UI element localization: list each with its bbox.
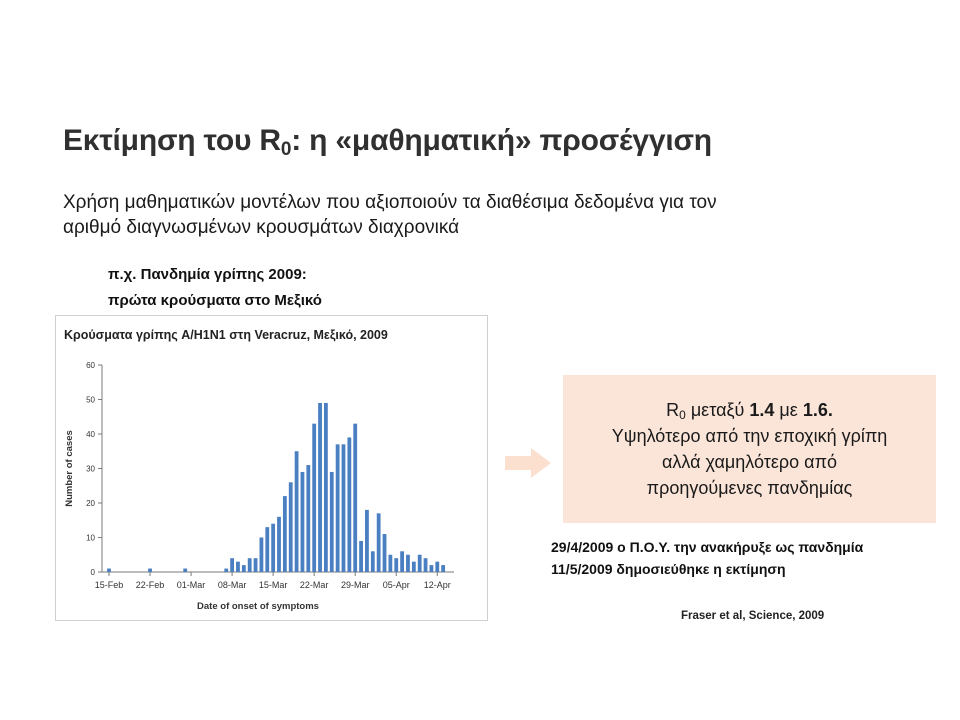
chart-bars [107,403,445,572]
bar [388,555,392,572]
example-line-1: π.χ. Πανδημία γρίπης 2009: [108,266,307,283]
y-tick-label: 40 [86,430,95,439]
r-symbol: R [666,400,680,420]
y-tick-label: 30 [86,464,95,474]
y-tick-label: 50 [86,395,95,405]
y-tick-label: 0 [90,568,95,577]
y-axis-label: Number of cases [64,430,75,507]
bar [236,562,240,572]
bar [371,551,375,572]
x-tick-label: 08-Mar [217,580,247,590]
bar [424,558,428,572]
x-tick-label: 29-Mar [340,580,370,590]
intro-line-1: Χρήση μαθηματικών μοντέλων που αξιοποιούν τα διαθέσιμα δεδομένα για τον [63,192,717,213]
right-arrow-icon [505,448,551,478]
bar [260,538,264,573]
bar [418,555,422,572]
title-main: Εκτίμηση του R [63,124,281,157]
and-text: με [774,400,803,420]
bar [400,551,404,572]
intro-line-2: αριθμό διαγνωσμένων κρουσμάτων διαχρονικά [63,217,460,238]
bar [242,565,246,572]
bar [254,558,258,572]
bar [330,472,334,572]
low-value: 1.4 [749,400,775,420]
bar [342,444,346,572]
result-box [563,375,936,523]
bar [336,444,340,572]
between-text: μεταξύ [685,400,750,420]
x-tick-label: 22-Feb [135,580,165,590]
chart-title: Κρούσματα γρίπης A/H1N1 στη Veracruz, Μεξικό, 2009 [64,328,388,342]
date-line-1: 29/4/2009 ο Π.Ο.Υ. την ανακήρυξε ως πανδημία [551,539,864,555]
result-line-1 [666,397,833,423]
bar [224,569,228,572]
x-tick-label: 12-Apr [423,580,451,590]
intro-text [63,190,863,240]
chart-plot-area [56,316,487,620]
high-value: 1.6 [802,400,828,420]
bar [383,534,387,572]
bar [324,403,328,572]
citation: Fraser et al, Science, 2009 [681,610,825,622]
r-subscript: 0 [679,408,686,422]
bar [312,424,316,572]
result-line-3: αλλά χαμηλότερο από [662,452,837,472]
bar [301,472,305,572]
bar [365,510,369,572]
x-axis-label: Date of onset of symptoms [197,601,319,612]
bar [394,558,398,572]
chart-axes [98,365,454,576]
x-tick-label: 05-Apr [382,580,410,590]
bar [183,569,187,572]
bar [271,524,275,572]
example-line-2: πρώτα κρούσματα στο Μεξικό [108,292,322,309]
bar [289,482,293,572]
bar [318,403,322,572]
bar [306,465,310,572]
bar [353,424,357,572]
date-line-2: 11/5/2009 δημοσιεύθηκε η εκτίμηση [551,561,786,577]
result-line-2: Υψηλότερο από την εποχική γρίπη [611,426,888,446]
y-tick-label: 20 [86,499,95,508]
bar [441,565,445,572]
bar [230,558,234,572]
x-tick-label: 22-Mar [299,580,329,590]
bar [107,569,111,572]
x-tick-label: 01-Mar [176,580,206,590]
bar [347,437,351,572]
bar [435,562,439,572]
dates-note [551,536,863,580]
y-tick-label: 60 [86,361,95,370]
y-tick-label: 10 [86,533,95,543]
title-subscript: 0 [280,139,292,160]
bar [148,569,152,572]
period: . [827,400,833,420]
bar [265,527,269,572]
bar [412,562,416,572]
bar [248,558,252,572]
epidemic-curve-chart [55,315,488,621]
result-line-4: προηγούμενες πανδημίας [646,478,853,498]
bar [430,565,434,572]
example-heading [108,262,322,314]
bar [295,451,299,572]
chart-labels [64,361,451,612]
slide-title [63,124,712,158]
title-rest: : η «μαθηματική» προσέγγιση [291,124,712,157]
bar [377,513,381,572]
bar [359,541,363,572]
bar [406,555,410,572]
bar [283,496,287,572]
bar [277,517,281,572]
x-tick-label: 15-Feb [94,580,124,590]
x-tick-label: 15-Mar [258,580,288,590]
